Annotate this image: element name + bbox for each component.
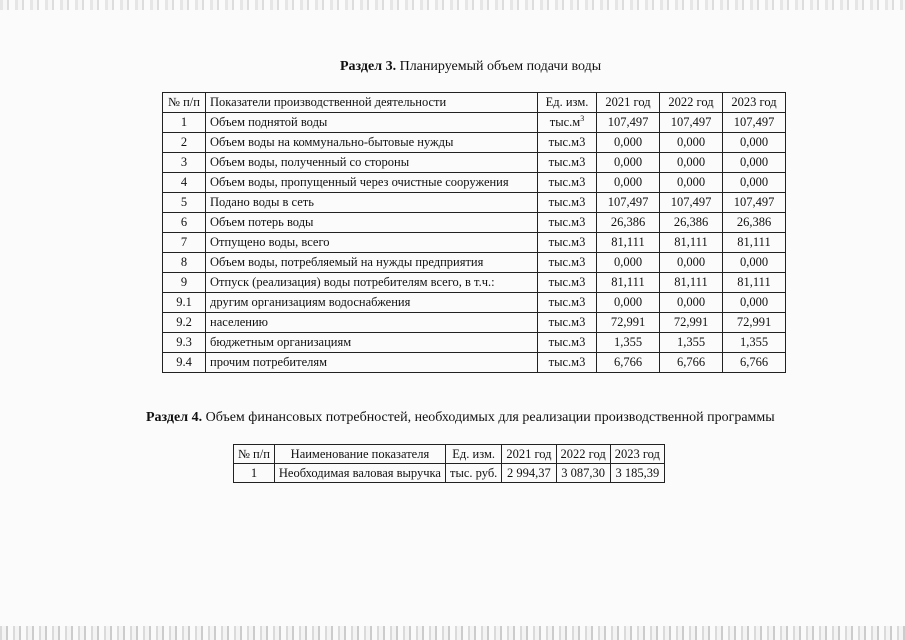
- scan-noise-top: [0, 0, 905, 10]
- row-value-2021: 0,000: [597, 173, 660, 193]
- row-unit-text: тыс.м3: [548, 255, 586, 269]
- row-indicator: Объем потерь воды: [206, 213, 538, 233]
- financial-needs-table: [233, 444, 665, 483]
- row-unit: [538, 313, 597, 333]
- table-row: [163, 113, 786, 133]
- row-value-2021: 81,111: [597, 233, 660, 253]
- row-unit-text: тыс.м3: [548, 355, 586, 369]
- row-number: 7: [163, 233, 206, 253]
- row-value-2022: 0,000: [660, 153, 723, 173]
- row-number: 6: [163, 213, 206, 233]
- section4-title: [146, 410, 775, 426]
- row-unit-text: тыс.м3: [548, 235, 586, 249]
- col-header-2023: 2023 год: [723, 93, 786, 113]
- row-indicator: прочим потребителям: [206, 353, 538, 373]
- table-row: [163, 293, 786, 313]
- row-value-2023: 0,000: [723, 253, 786, 273]
- table-header-row: [163, 93, 786, 113]
- row-number: 9.1: [163, 293, 206, 313]
- row-indicator: Объем воды, полученный со стороны: [206, 153, 538, 173]
- row-unit-superscript: 3: [580, 113, 585, 123]
- row-indicator: другим организациям водоснабжения: [206, 293, 538, 313]
- row-number: 1: [234, 464, 275, 483]
- col-header-2021: 2021 год: [597, 93, 660, 113]
- water-supply-table: [162, 92, 786, 373]
- row-unit: [538, 153, 597, 173]
- row-value-2022: 6,766: [660, 353, 723, 373]
- row-value-2021: 0,000: [597, 133, 660, 153]
- row-unit-text: тыс.м3: [548, 135, 586, 149]
- row-value-2022: 3 087,30: [556, 464, 610, 483]
- row-value-2021: 107,497: [597, 113, 660, 133]
- row-value-2021: 81,111: [597, 273, 660, 293]
- row-value-2021: 1,355: [597, 333, 660, 353]
- row-number: 4: [163, 173, 206, 193]
- row-value-2022: 1,355: [660, 333, 723, 353]
- row-value-2022: 107,497: [660, 193, 723, 213]
- col-header-unit: Ед. изм.: [445, 445, 501, 464]
- col-header-2022: 2022 год: [660, 93, 723, 113]
- row-value-2022: 81,111: [660, 273, 723, 293]
- row-value-2022: 0,000: [660, 293, 723, 313]
- row-number: 8: [163, 253, 206, 273]
- row-indicator: Отпущено воды, всего: [206, 233, 538, 253]
- row-unit-text: тыс.м: [549, 115, 581, 129]
- row-value-2022: 72,991: [660, 313, 723, 333]
- row-value-2023: 0,000: [723, 293, 786, 313]
- table-row: [163, 213, 786, 233]
- row-value-2021: 26,386: [597, 213, 660, 233]
- table-row: [163, 173, 786, 193]
- row-unit-text: тыс.м3: [548, 315, 586, 329]
- row-unit-text: тыс.м3: [548, 195, 586, 209]
- row-number: 9.4: [163, 353, 206, 373]
- row-indicator: Объем воды, пропущенный через очистные сооружения: [206, 173, 538, 193]
- col-header-unit: Ед. изм.: [538, 93, 597, 113]
- row-value-2023: 3 185,39: [610, 464, 664, 483]
- row-unit: [538, 193, 597, 213]
- row-unit: [538, 273, 597, 293]
- row-number: 5: [163, 193, 206, 213]
- row-unit-text: тыс.м3: [548, 155, 586, 169]
- row-indicator: Отпуск (реализация) воды потребителям всего, в т.ч.:: [206, 273, 538, 293]
- row-unit: [538, 333, 597, 353]
- table-row: [163, 253, 786, 273]
- row-unit-text: тыс.м3: [548, 335, 586, 349]
- table-row: [163, 313, 786, 333]
- col-header-num: № п/п: [234, 445, 275, 464]
- row-value-2021: 107,497: [597, 193, 660, 213]
- row-value-2022: 107,497: [660, 113, 723, 133]
- col-header-2023: 2023 год: [610, 445, 664, 464]
- row-unit: [538, 173, 597, 193]
- row-number: 9: [163, 273, 206, 293]
- section3-title: [340, 59, 601, 75]
- col-header-indicator: Показатели производственной деятельности: [206, 93, 538, 113]
- table-header-row: [234, 445, 665, 464]
- row-value-2023: 6,766: [723, 353, 786, 373]
- row-unit: тыс. руб.: [445, 464, 501, 483]
- row-value-2022: 81,111: [660, 233, 723, 253]
- table-row: [163, 153, 786, 173]
- row-value-2022: 0,000: [660, 253, 723, 273]
- table-row: [163, 233, 786, 253]
- row-value-2022: 26,386: [660, 213, 723, 233]
- table-row: [163, 133, 786, 153]
- row-value-2023: 0,000: [723, 173, 786, 193]
- col-header-name: Наименование показателя: [274, 445, 445, 464]
- row-number: 3: [163, 153, 206, 173]
- row-indicator: Объем воды, потребляемый на нужды предприятия: [206, 253, 538, 273]
- row-value-2023: 72,991: [723, 313, 786, 333]
- row-indicator: Объем воды на коммунально-бытовые нужды: [206, 133, 538, 153]
- table-row: [163, 193, 786, 213]
- row-unit: [538, 293, 597, 313]
- row-number: 9.3: [163, 333, 206, 353]
- row-value-2023: 0,000: [723, 153, 786, 173]
- row-value-2023: 0,000: [723, 133, 786, 153]
- row-indicator: населению: [206, 313, 538, 333]
- row-value-2023: 107,497: [723, 193, 786, 213]
- col-header-2022: 2022 год: [556, 445, 610, 464]
- row-unit-text: тыс.м3: [548, 215, 586, 229]
- row-value-2023: 1,355: [723, 333, 786, 353]
- row-value-2022: 0,000: [660, 133, 723, 153]
- section3-title-text: Планируемый объем подачи воды: [396, 59, 602, 74]
- row-indicator: Объем поднятой воды: [206, 113, 538, 133]
- table-row: [234, 464, 665, 483]
- row-value-2023: 26,386: [723, 213, 786, 233]
- row-indicator: Подано воды в сеть: [206, 193, 538, 213]
- table-row: [163, 353, 786, 373]
- row-number: 9.2: [163, 313, 206, 333]
- section3-title-bold: Раздел 3.: [340, 59, 397, 74]
- row-number: 1: [163, 113, 206, 133]
- row-indicator: бюджетным организациям: [206, 333, 538, 353]
- row-unit: [538, 133, 597, 153]
- col-header-num: № п/п: [163, 93, 206, 113]
- row-unit-text: тыс.м3: [548, 275, 586, 289]
- row-value-2021: 0,000: [597, 293, 660, 313]
- row-value-2023: 81,111: [723, 273, 786, 293]
- row-value-2021: 0,000: [597, 153, 660, 173]
- row-name: Необходимая валовая выручка: [274, 464, 445, 483]
- row-unit: [538, 233, 597, 253]
- scan-noise-bottom: [0, 626, 905, 640]
- section4-title-bold: Раздел 4.: [146, 410, 203, 425]
- row-value-2023: 107,497: [723, 113, 786, 133]
- table-row: [163, 273, 786, 293]
- row-unit-text: тыс.м3: [548, 175, 586, 189]
- section4-title-text: Объем финансовых потребностей, необходимых для реализации производственной программы: [202, 410, 775, 425]
- row-unit: [538, 213, 597, 233]
- row-unit: [538, 253, 597, 273]
- row-value-2021: 0,000: [597, 253, 660, 273]
- row-value-2022: 0,000: [660, 173, 723, 193]
- row-value-2021: 72,991: [597, 313, 660, 333]
- row-unit: [538, 113, 597, 133]
- row-value-2021: 6,766: [597, 353, 660, 373]
- row-unit: [538, 353, 597, 373]
- row-value-2023: 81,111: [723, 233, 786, 253]
- row-number: 2: [163, 133, 206, 153]
- table-row: [163, 333, 786, 353]
- row-value-2021: 2 994,37: [502, 464, 556, 483]
- row-unit-text: тыс.м3: [548, 295, 586, 309]
- col-header-2021: 2021 год: [502, 445, 556, 464]
